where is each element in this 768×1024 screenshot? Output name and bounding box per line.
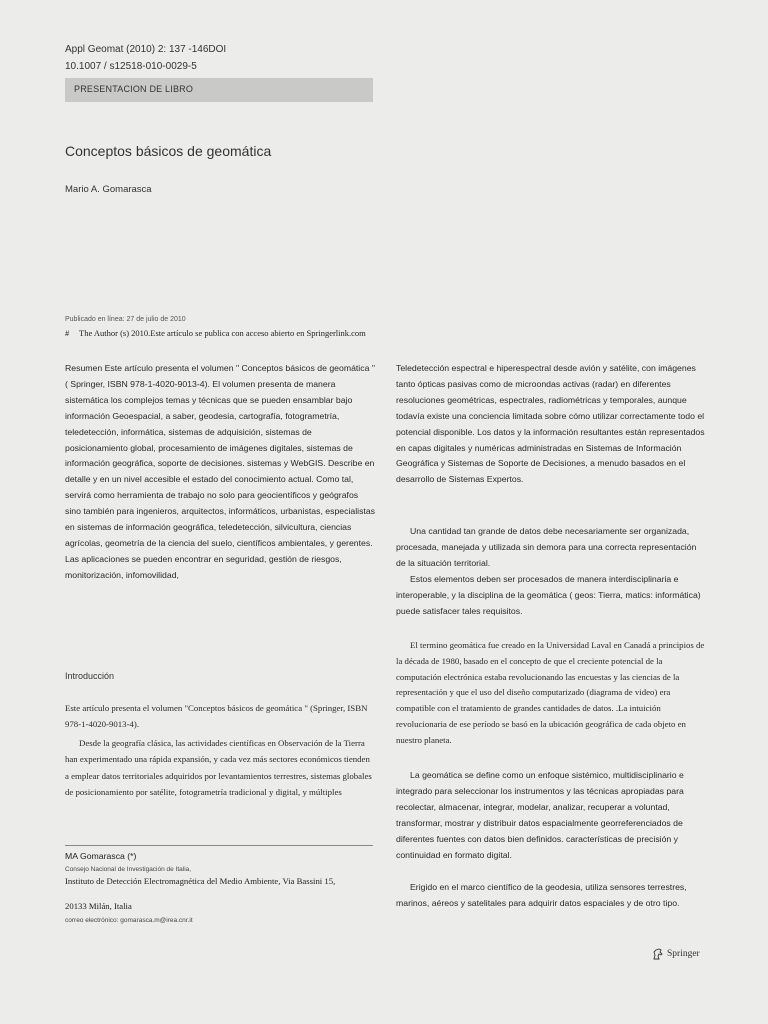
affiliation-institute: Instituto de Detección Electromagnética del Medio Ambiente, Via Bassini 15, [65,876,336,886]
affiliation-org: Consejo Nacional de Investigación de Italia, [65,866,192,873]
section-banner [65,78,373,102]
author-name: Mario A. Gomarasca [65,184,152,195]
journal-citation: Appl Geomat (2010) 2: 137 -146DOI [65,44,227,55]
journal-reference [65,41,226,75]
body-paragraph-5: Erigido en el marco científico de la geodesia, utiliza sensores terrestres, marinos, aéreos y satelitales para adquirir datos espaciales y de otro tipo. [396,882,687,908]
publisher-name: Springer [667,949,700,959]
affiliation-name: MA Gomarasca (*) [65,851,137,861]
affiliation-email: correo electrónico: gomarasca.m@irea.cnr.it [65,917,193,924]
intro-paragraph-2: Desde la geografía clásica, las actividades científicas en Observación de la Tierra han experimentado una rápida expansión, y cada vez más sectores económicos tienden a emplear datos territoriales adquiridos por levantamientos terrestres, sistemas globales de posicionamiento por satélite, fotogrametría tradicional y digital, y múltiples [65,738,372,797]
body-paragraph-2a: Una cantidad tan grande de datos debe necesariamente ser organizada, procesada, manejada y utilizada sin demora para una correcta representación de la situación territorial. [396,526,697,568]
copyright-line [65,328,366,338]
body-paragraph-2 [396,524,708,619]
springer-horse-icon [652,948,664,960]
intro-heading: Introducción [65,671,115,681]
springer-logo [652,948,700,960]
body-paragraph-4: La geomática se define como un enfoque sistémico, multidisciplinario e integrado para seleccionar los instrumentos y las técnicas apropiadas para recolectar, almacenar, integrar, modelar, analizar, recuperar a voluntad, transformar, mostrar y distribuir datos espacialmente georreferenciados de diferentes fuentes con datos bien definidos. características de precisión y continuidad en formato digital. [396,770,684,860]
body-paragraph-1: Teledetección espectral e hiperespectral desde avión y satélite, con imágenes tanto ópticas pasivas como de microondas activas (radar) en diferentes resoluciones geométricas, espectrales, radiométricas y temporales, aunque todavía existe una conciencia limitada sobre cómo utilizar correctamente todo el potencial disponible. Los datos y la información resultantes están representados en capas digitales y numéricas administradas en Sistemas de Información Geográfica y Sistemas de Soporte de Decisiones, a menudo basados en el desarrollo de Sistemas Expertos. [396,363,705,485]
intro-paragraph-1: Este artículo presenta el volumen "Conceptos básicos de geomática " (Springer, ISBN 978-1-4020-9013-4). [65,703,368,729]
footnote-divider [65,845,373,846]
doi: 10.1007 / s12518-010-0029-5 [65,61,197,72]
body-paragraph-3: El termino geomática fue creado en la Universidad Laval en Canadá a principios de la década de 1980, basado en el concepto de que el creciente potencial de la computación electrónica estaba revolucionando las encuestas y las ciencias de la representación y que el uso del diseño computarizado (diagrama de video) era compatible con el tratamiento de grandes cantidades de datos. .La intuición revolucionaria de ese período se basó en la ubicación geográfica de cada objeto en nuestro planeta. [396,640,705,745]
abstract: Resumen Este artículo presenta el volumen " Conceptos básicos de geomática "( Springer, ISBN 978-1-4020-9013-4). El volumen presenta de manera sistemática los complejos temas y técnicas que se pueden ensamblar bajo información Geoespacial, a saber, geodesia, cartografía, fotogrametría, teledetección, informática, sistemas de adquisición, sistemas de posicionamiento global, procesamiento de imágenes digitales, sistemas de información geográfica, soporte de decisiones. sistemas y WebGIS. Describe en detalle y en un nivel accesible el estado del conocimiento actual. Como tal, servirá como herramienta de trabajo no solo para geocientíficos y geógrafos sino también para ingenieros, arquitectos, informáticos, urbanistas, especialistas en sistemas de información geográfica, teledetección, silvicultura, ciencias agrícolas, geometría de la ciencia del suelo, científicos ambientales, y gerentes. Las aplicaciones se pueden encontrar en seguridad, gestión de riesgos, monitorización, infomovilidad, [65,363,376,580]
article-title: Conceptos básicos de geomática [65,143,272,159]
affiliation-city: 20133 Milán, Italia [65,901,132,911]
copyright-symbol: # [65,328,70,338]
body-paragraph-2b: Estos elementos deben ser procesados de manera interdisciplinaria e interoperable, y la disciplina de la geomática ( geos: Tierra, matics: informática) puede satisfacer tales requisitos. [396,573,701,616]
copyright-text: The Author (s) 2010.Este artículo se publica con acceso abierto en Springerlink.com [79,328,366,338]
published-date: Publicado en línea: 27 de julio de 2010 [65,316,186,323]
section-label: PRESENTACION DE LIBRO [74,84,194,94]
